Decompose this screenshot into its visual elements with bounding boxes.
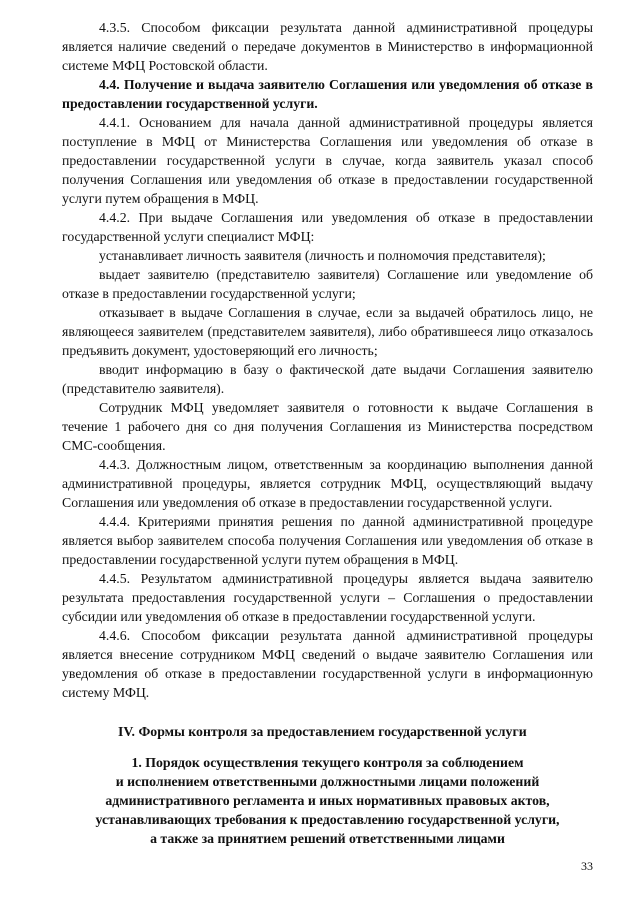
- subsection-title: [62, 753, 593, 848]
- heading-4-4: 4.4. Получение и выдача заявителю Соглашения или уведомления об отказе в предоставлении государственной услуги.: [62, 77, 593, 111]
- subsection-title-line: административного регламента и иных нормативных правовых актов,: [105, 793, 550, 808]
- subsection-title-line: устанавливающих требования к предоставлению государственной услуги,: [95, 812, 560, 827]
- paragraph-notify: Сотрудник МФЦ уведомляет заявителя о готовности к выдаче Соглашения в течение 1 рабочего дня со дня получения Соглашения из Министерства посредством СМС-сообщения.: [62, 400, 593, 453]
- list-item-identify: устанавливает личность заявителя (личность и полномочия представителя);: [99, 248, 546, 263]
- paragraph-4-4-5: 4.4.5. Результатом административной процедуры является выдача заявителю результата предоставления государственной услуги – Соглашения о предоставлении субсидии или уведомления об отказе в предоставлении государственной услуги.: [62, 571, 593, 624]
- section-title: IV. Формы контроля за предоставлением государственной услуги: [118, 724, 527, 739]
- subsection-title-line: 1. Порядок осуществления текущего контроля за соблюдением: [131, 755, 524, 770]
- paragraph-4-4-3: 4.4.3. Должностным лицом, ответственным за координацию выполнения данной административной процедуры, является сотрудник МФЦ, осуществляющий выдачу Соглашения или уведомления об отказе в предоставлении государственной услуги.: [62, 457, 593, 510]
- page-body: [62, 18, 593, 848]
- page-number: 33: [581, 859, 593, 873]
- list-item-issue: выдает заявителю (представителю заявителя) Соглашение или уведомление об отказе в предоставлении государственной услуги;: [62, 267, 593, 301]
- paragraph-4-4-1: 4.4.1. Основанием для начала данной административной процедуры является поступление в МФЦ от Министерства Соглашения или уведомления об отказе в предоставлении государственной услуги в случае, когда заявитель указал способ получения Соглашения или уведомления об отказе в предоставлении государственной услуги путем обращения в МФЦ.: [62, 115, 593, 206]
- list-item-refuse: отказывает в выдаче Соглашения в случае, если за выдачей обратилось лицо, не являющееся заявителем (представителем заявителя), либо обратившееся лицо отказалось предъявить документ, удостоверяющий его личность;: [62, 305, 593, 358]
- paragraph-4-4-4: 4.4.4. Критериями принятия решения по данной административной процедуре является выбор заявителем способа получения Соглашения или уведомления об отказе в предоставлении государственной услуги путем обращения в МФЦ.: [62, 514, 593, 567]
- subsection-title-line: а также за принятием решений ответственными лицами: [150, 831, 505, 846]
- list-item-enter-info: вводит информацию в базу о фактической дате выдачи Соглашения заявителю (представителю заявителя).: [62, 362, 593, 396]
- paragraph-4-3-5: 4.3.5. Способом фиксации результата данной административной процедуры является наличие сведений о передаче документов в Министерство в информационной системе МФЦ Ростовской области.: [62, 20, 593, 73]
- paragraph-4-4-2: 4.4.2. При выдаче Соглашения или уведомления об отказе в предоставлении государственной услуги специалист МФЦ:: [62, 210, 593, 244]
- paragraph-4-4-6: 4.4.6. Способом фиксации результата данной административной процедуры является внесение сотрудником МФЦ сведений о выдаче заявителю Соглашения или уведомления об отказе в предоставлении государственной услуги в информационную систему МФЦ.: [62, 628, 593, 700]
- subsection-title-line: и исполнением ответственными должностными лицами положений: [115, 774, 540, 789]
